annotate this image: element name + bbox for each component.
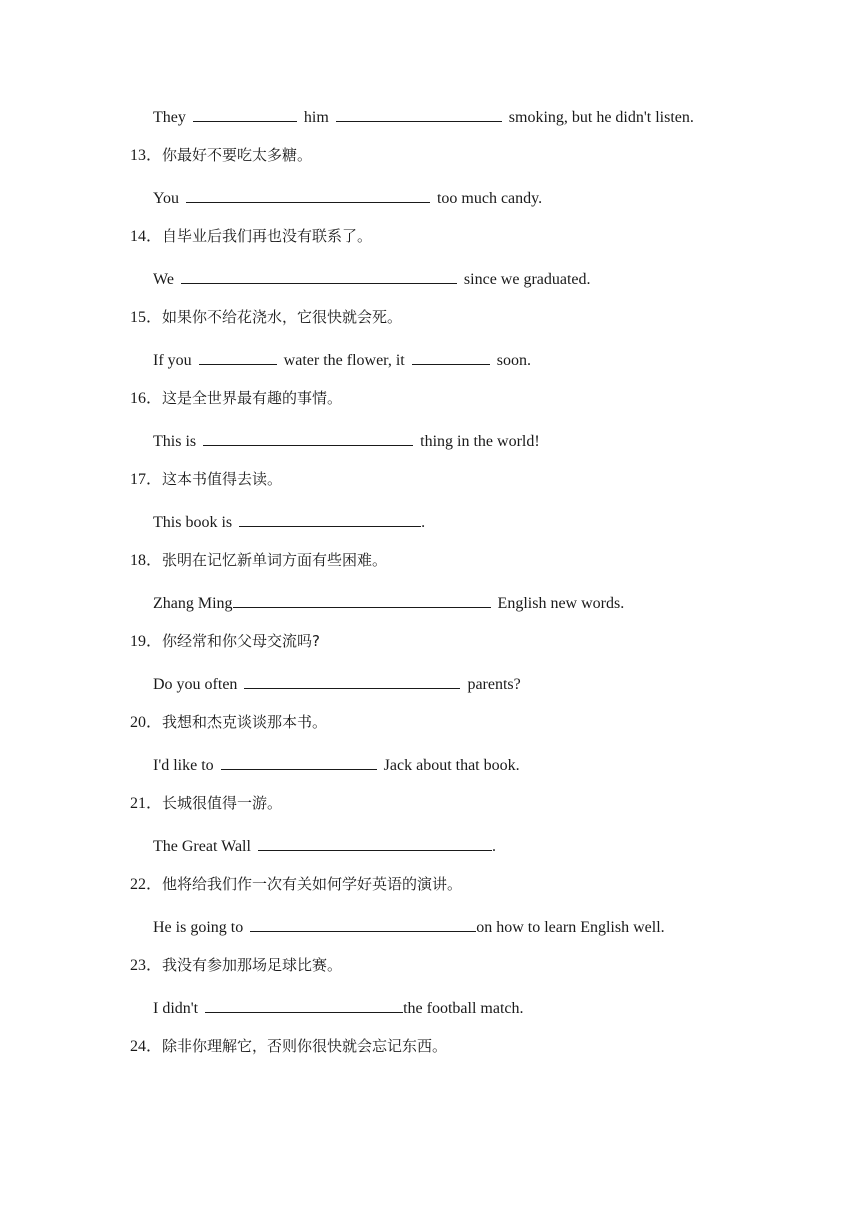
question-text: 我没有参加那场足球比赛。 <box>162 956 343 974</box>
answer-blank[interactable] <box>199 348 277 365</box>
question-number: 19． <box>130 633 163 650</box>
question-text: 自毕业后我们再也没有联系了。 <box>162 227 373 245</box>
question-text: 他将给我们作一次有关如何学好英语的演讲。 <box>162 875 463 893</box>
answer-text: smoking, but he didn't listen. <box>508 109 694 126</box>
answer-text: soon. <box>496 352 531 369</box>
answer-text: too much candy. <box>436 190 543 207</box>
answer-line-23 <box>153 996 524 1019</box>
answer-text: him <box>303 109 329 126</box>
answer-blank[interactable] <box>233 591 491 608</box>
question-number: 13． <box>130 147 163 164</box>
question-22 <box>130 874 462 895</box>
answer-blank[interactable] <box>203 429 413 446</box>
question-number: 18． <box>130 552 163 569</box>
answer-text: English new words. <box>497 595 625 612</box>
answer-text: on how to learn English well. <box>476 919 665 936</box>
question-15 <box>130 307 402 328</box>
answer-line-14 <box>153 267 591 290</box>
answer-blank[interactable] <box>412 348 490 365</box>
answer-line-17 <box>153 510 425 533</box>
question-number: 17． <box>130 471 163 488</box>
answer-blank[interactable] <box>186 186 430 203</box>
question-number: 24． <box>130 1038 163 1055</box>
answer-text: parents? <box>467 676 521 693</box>
question-number: 23． <box>130 957 163 974</box>
question-23 <box>130 955 342 976</box>
answer-text: They <box>153 109 186 126</box>
question-text: 这是全世界最有趣的事情。 <box>162 389 343 407</box>
answer-line-21 <box>153 834 496 857</box>
answer-text: The Great Wall <box>153 838 251 855</box>
answer-text: Do you often <box>153 676 238 693</box>
question-14 <box>130 226 372 247</box>
answer-line-20 <box>153 753 520 776</box>
answer-text: Zhang Ming <box>153 595 233 612</box>
answer-text: This is <box>153 433 197 450</box>
question-21 <box>130 793 282 814</box>
question-text: 除非你理解它，否则你很快就会忘记东西。 <box>162 1037 448 1055</box>
answer-text: Jack about that book. <box>383 757 520 774</box>
question-17 <box>130 469 282 490</box>
answer-text: He is going to <box>153 919 244 936</box>
answer-blank[interactable] <box>181 267 457 284</box>
answer-text: the football match. <box>403 1000 524 1017</box>
answer-blank[interactable] <box>193 105 297 122</box>
answer-line-19 <box>153 672 521 695</box>
question-text: 张明在记忆新单词方面有些困难。 <box>162 551 388 569</box>
answer-blank[interactable] <box>205 996 403 1013</box>
answer-blank[interactable] <box>221 753 377 770</box>
answer-text: . <box>491 838 496 855</box>
question-18 <box>130 550 387 571</box>
question-text: 我想和杰克谈谈那本书。 <box>162 713 328 731</box>
question-text: 你经常和你父母交流吗? <box>162 632 320 650</box>
question-24 <box>130 1036 447 1057</box>
answer-line-22 <box>153 915 665 938</box>
question-13 <box>130 145 312 166</box>
answer-line-13 <box>153 186 542 209</box>
answer-blank[interactable] <box>244 672 460 689</box>
answer-blank[interactable] <box>258 834 492 851</box>
question-number: 16． <box>130 390 163 407</box>
question-text: 这本书值得去读。 <box>162 470 283 488</box>
answer-text: We <box>153 271 174 288</box>
answer-text: I didn't <box>153 1000 199 1017</box>
question-number: 20． <box>130 714 163 731</box>
answer-line-15 <box>153 348 531 371</box>
answer-text: . <box>421 514 426 531</box>
answer-text: thing in the world! <box>420 433 540 450</box>
answer-line-18 <box>153 591 624 614</box>
question-number: 21． <box>130 795 163 812</box>
answer-text: This book is <box>153 514 233 531</box>
answer-blank[interactable] <box>250 915 476 932</box>
question-number: 15． <box>130 309 163 326</box>
answer-text: since we graduated. <box>463 271 591 288</box>
question-text: 你最好不要吃太多糖。 <box>162 146 313 164</box>
question-20 <box>130 712 327 733</box>
answer-line-16 <box>153 429 540 452</box>
answer-text: water the flower, it <box>283 352 405 369</box>
question-number: 14． <box>130 228 163 245</box>
question-16 <box>130 388 342 409</box>
answer-line-12 <box>153 105 694 128</box>
question-number: 22． <box>130 876 163 893</box>
question-text: 如果你不给花浇水，它很快就会死。 <box>162 308 403 326</box>
answer-text: You <box>153 190 179 207</box>
answer-text: I'd like to <box>153 757 214 774</box>
answer-blank[interactable] <box>336 105 502 122</box>
answer-text: If you <box>153 352 192 369</box>
question-text: 长城很值得一游。 <box>162 794 283 812</box>
question-19 <box>130 631 320 652</box>
answer-blank[interactable] <box>239 510 421 527</box>
